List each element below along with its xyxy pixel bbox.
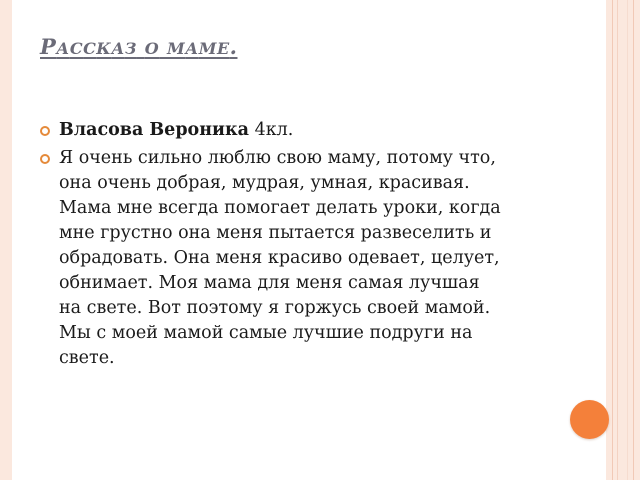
slide-title — [40, 34, 237, 59]
decorative-line — [627, 0, 628, 480]
author-grade: 4кл. — [254, 120, 294, 140]
story-line: обрадовать. Она меня красиво одевает, целует, — [59, 248, 500, 268]
story-line: свете. — [59, 348, 115, 368]
story-line: Мама мне всегда помогает делать уроки, когда — [59, 198, 501, 218]
decorative-line — [617, 0, 618, 480]
orange-circle-icon — [570, 400, 609, 439]
story-bullet — [40, 146, 560, 371]
bullet-list — [40, 118, 560, 371]
story-line: Я очень сильно люблю свою маму, потому что, — [59, 148, 496, 168]
story-line: на свете. Вот поэтому я горжусь своей мамой. — [59, 298, 491, 318]
decorative-line — [633, 0, 634, 480]
story-line: обнимает. Моя мама для меня самая лучшая — [59, 273, 480, 293]
author-name: Власова Вероника — [59, 120, 249, 140]
story-line: она очень добрая, мудрая, умная, красивая. — [59, 173, 470, 193]
bullet-icon — [40, 154, 50, 164]
story-line: мне грустно она меня пытается развеселить и — [59, 223, 492, 243]
author-bullet — [40, 118, 560, 143]
decorative-line — [612, 0, 613, 480]
story-line: Мы с моей мамой самые лучшие подруги на — [59, 323, 473, 343]
bullet-icon — [40, 126, 50, 136]
slide-title-text: РАССКАЗ О МАМЕ. — [40, 34, 238, 59]
